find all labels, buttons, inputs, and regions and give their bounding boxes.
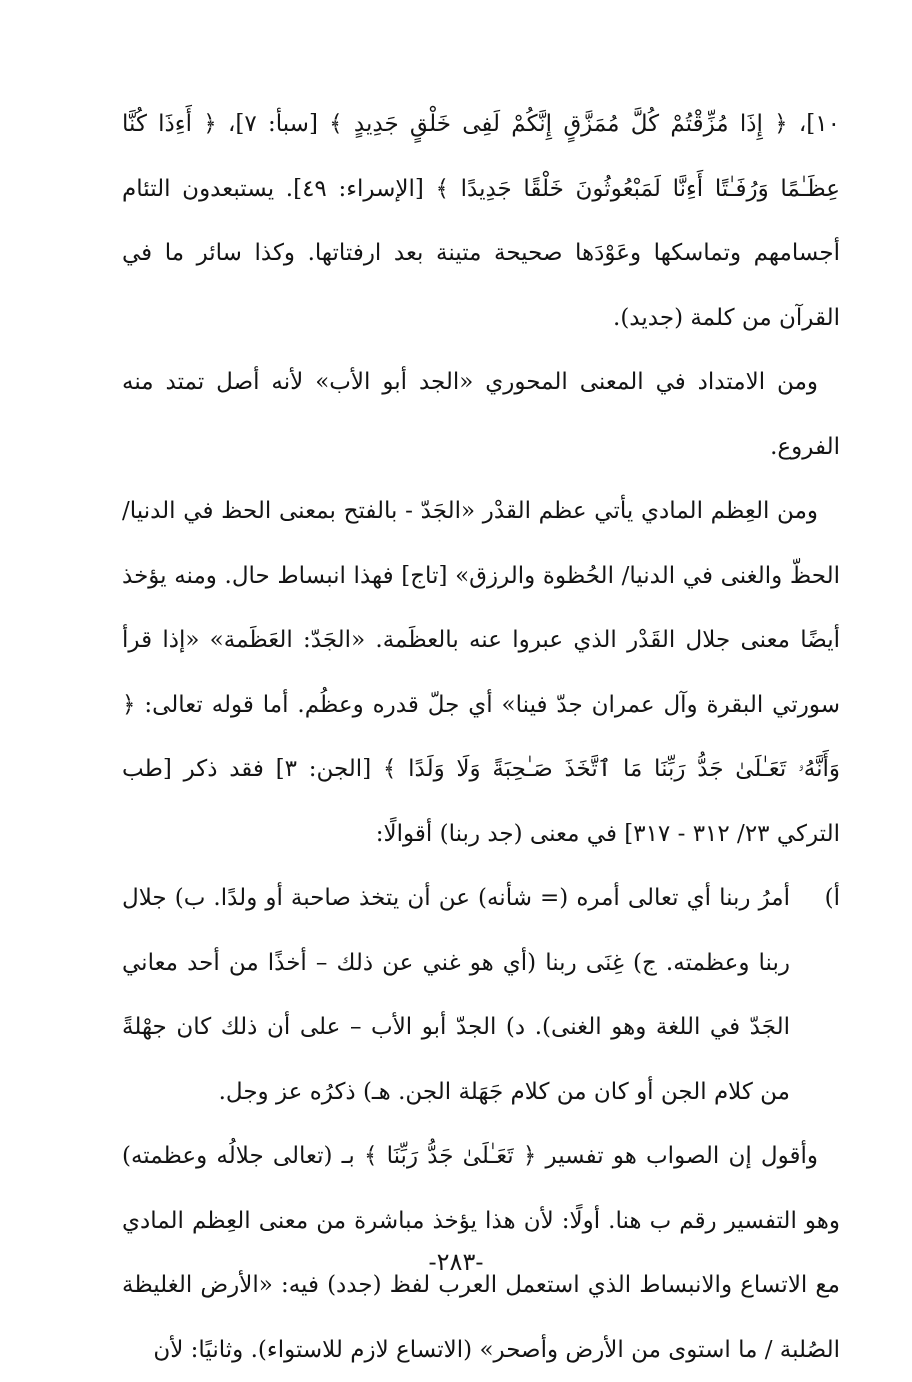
paragraph-2-text: ومن الامتداد في المعنى المحوري «الجد أبو الأب» لأنه أصل تمتد منه الفروع. (122, 369, 840, 460)
closing-paragraph-text: وأقول إن الصواب هو تفسير ﴿ تَعَـٰلَىٰ جَدُّ رَبِّنَا ﴾ بـ (تعالى جلالُه وعظمته) وهو التفسير رقم ب هنا. أولًا: لأن هذا يؤخذ مباشرة من معنى العِظم المادي مع الاتساع والانبساط الذي استعمل العرب لفظ (جدد) فيه: «الأرض الغليظة الصُلبة / ما استوى من الأرض وأصحر» (الاتساع لازم للاستواء). وثانيًا: لأن (122, 1143, 840, 1363)
paragraph-1: ١٠]، ﴿ إِذَا مُزِّقْتُمْ كُلَّ مُمَزَّقٍ إِنَّكُمْ لَفِى خَلْقٍ جَدِيدٍ ﴾ [سبأ: ٧]، ﴿ أَءِذَا كُنَّا عِظَـٰمًا وَرُفَـٰتًا أَءِنَّا لَمَبْعُوثُونَ خَلْقًا جَدِيدًا ﴾ [الإسراء: ٤٩]. يستبعدون التئام أجسامهم وتماسكها وعَوْدَها صحيحة متينة بعد ارفتاتها. وكذا سائر ما في القرآن من كلمة (جديد). (122, 111, 841, 331)
list-item (122, 866, 840, 1124)
paragraph-2 (122, 350, 840, 479)
paragraph-3 (122, 479, 840, 866)
page-number: -٢٨٣- (428, 1248, 484, 1276)
paragraph-3-text: ومن العِظم المادي يأتي عظم القدْر «الجَدّ - بالفتح بمعنى الحظ في الدنيا/ الحظّ والغنى في الدنيا/ الحُظوة والرزق» [تاج] فهذا انبساط حال. ومنه يؤخذ أيضًا معنى جلال القَدْر الذي عبروا عنه بالعظَمة. «الجَدّ: العَظَمة» «إذا قرأ سورتي البقرة وآل عمران جدّ فينا» أي جلّ قدره وعظُم. أما قوله تعالى: ﴿ وَأَنَّهُۥ تَعَـٰلَىٰ جَدُّ رَبِّنَا مَا ٱتَّخَذَ صَـٰحِبَةً وَلَا وَلَدًا ﴾ [الجن: ٣] فقد ذكر [طب التركي ٢٣/ ٣١٢ - ٣١٧] في معنى (جد ربنا) أقوالًا: (122, 498, 840, 847)
page-body (122, 92, 840, 1382)
list-item-text: أمرُ ربنا أي تعالى أمره (= شأنه) عن أن يتخذ صاحبة أو ولدًا. ب) جلال ربنا وعظمته. ج) غِنَى ربنا (أي هو غني عن ذلك – أخذًا من أحد معاني الجَدّ في اللغة وهو الغنى). د) الجدّ أبو الأب – على أن ذلك كان جهْلةً من كلام الجن أو كان من كلام جَهَلة الجن. هـ) ذكرُه عز وجل. (122, 885, 790, 1105)
list-marker: أ) (824, 885, 840, 911)
